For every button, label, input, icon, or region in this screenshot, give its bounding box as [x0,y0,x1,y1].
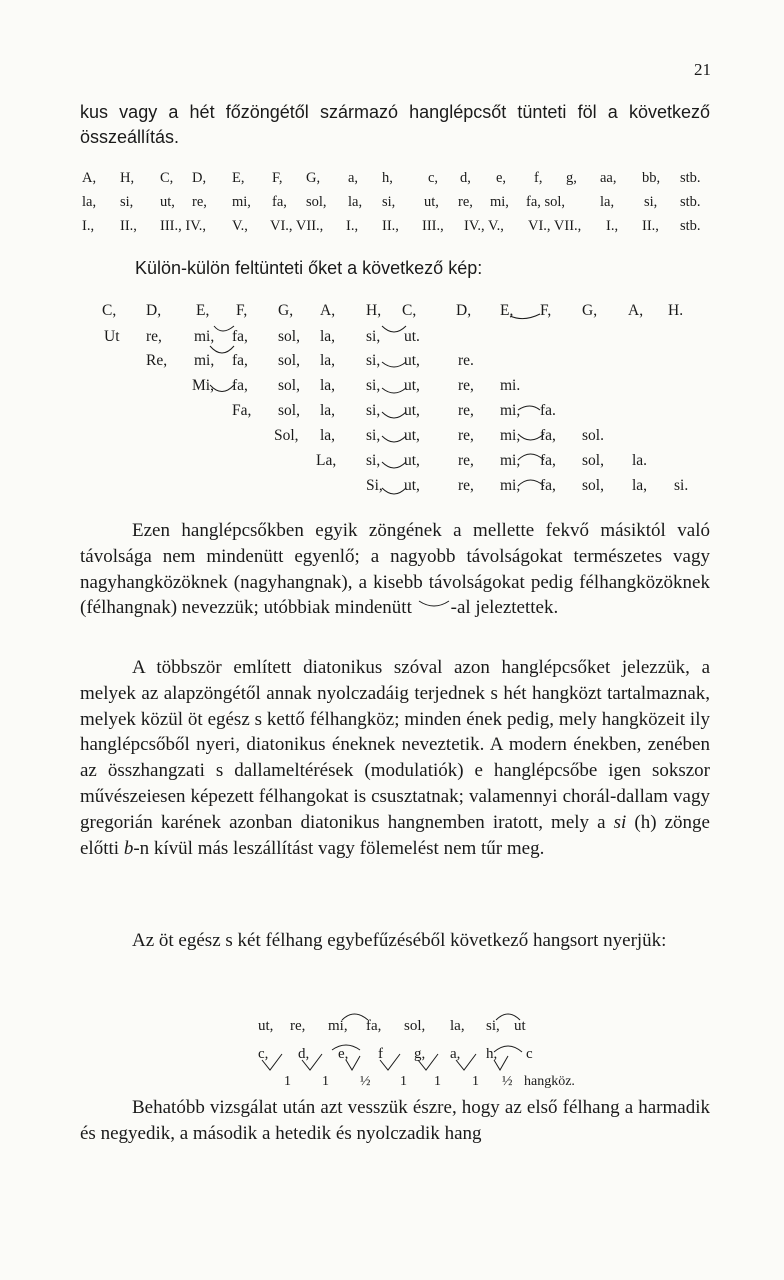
scale-cell: re, [458,477,474,494]
table-cell: I., [82,218,95,234]
scale-header-cell: E, [196,302,210,319]
table-cell: C, [160,170,174,186]
scale-cell: re, [458,377,474,394]
scale-header-cell: A, [320,302,336,319]
paragraph-hangsor-intro [80,928,710,954]
scale-cell: mi, [500,427,521,444]
scale-cell: mi, [500,477,521,494]
table-cell: si, [382,194,396,210]
hangsor-cell: c [526,1046,533,1062]
hangsor-cell: sol, [404,1018,426,1034]
scale-cell: Fa, [232,402,252,419]
scale-cell: mi, [194,328,215,345]
scale-header-cell: H, [366,302,382,319]
table-cell: H, [120,170,135,186]
scale-cell: sol, [582,452,604,469]
scale-cell: re, [146,328,162,345]
hangsor-cell: h, [486,1046,498,1062]
interval-value: ½ [360,1074,371,1089]
table-cell: mi, [232,194,251,210]
hangsor-cell: a, [450,1046,461,1062]
scale-cell: si. [674,477,689,494]
scale-cell: Ut [104,328,120,345]
scale-cell: ut. [404,328,420,345]
interval-value: 1 [284,1074,291,1089]
hangsor-cell: e, [338,1046,349,1062]
interval-value: 1 [400,1074,407,1089]
paragraph-behatobb [80,1095,710,1147]
hangsor-cell: ut [514,1018,526,1034]
scale-cell: mi. [500,377,521,394]
table-cell: I., [346,218,359,234]
table-cell: c, [428,170,439,186]
scale-cell: la, [320,352,336,369]
scale-cell: mi, [194,352,215,369]
scale-cell: fa, [232,352,248,369]
table-cell: bb, [642,170,661,186]
scale-cell: ut, [404,352,420,369]
hangsor-marks [0,990,784,1080]
scale-cell: ut, [404,427,420,444]
table-cell: la, [348,194,363,210]
scale-header-cell: F, [236,302,248,319]
scale-cell: la, [320,402,336,419]
table-cell: stb. [680,218,701,234]
scale-cell: si, [366,352,381,369]
scale-cell: Mi, [192,377,214,394]
scale-header-cell: D, [456,302,472,319]
scales-caption: Külön-külön feltünteti őket a következő kép: [135,258,483,278]
scale-cell: re, [458,427,474,444]
table-cell: G, [306,170,321,186]
hangsor-cell: fa, [366,1018,382,1034]
paragraph-semitones [80,518,710,621]
hangsor-cell: mi, [328,1018,348,1034]
scale-header-cell: D, [146,302,162,319]
scale-cell: fa, [540,477,556,494]
page-number: 21 [694,60,711,79]
scale-header-cell: H. [668,302,684,319]
hangsor-cell: la, [450,1018,465,1034]
paragraph-text: Az öt egész s két félhang egybefűzéséből következő hangsort nyerjük: [132,930,667,951]
intro-paragraph: kus vagy a hét főzöngétől származó hanglépcsőt tünteti föl a következő összeállítás. [80,102,710,147]
table-cell: VI., VII., [528,218,582,234]
scale-cell: sol, [278,402,300,419]
scale-cell: sol, [278,328,300,345]
scale-cell: la, [320,427,336,444]
semitone-mark-icon [417,599,451,611]
table-cell: IV., V., [464,218,504,234]
scale-header-cell: G, [582,302,598,319]
scale-cell: fa, [232,328,248,345]
table-cell: ut, [424,194,439,210]
scale-cell: si, [366,427,381,444]
table-cell: fa, [272,194,287,210]
table-cell: f, [534,170,543,186]
scale-cell: ut, [404,402,420,419]
scale-cell: si, [366,377,381,394]
table-cell: A, [82,170,97,186]
scale-cell: sol, [582,477,604,494]
scale-cell: La, [316,452,337,469]
table-cell: a, [348,170,359,186]
table-cell: mi, [490,194,509,210]
paragraph-text: A többször említett diatonikus szóval azon hanglépcsőket jelezzük, a melyek az alapzöngétől annak nyolczadáig terjednek s hét hangközt tartalmaznak, melyek közül öt egész s kettő félhangköz; minden ének pedig, mely hangközeit ily hanglépcsőből nyeri, diatonikus éneknek neveztetik. A modern énekben, zenében az összhangzati s dallameltérések (modulatiók) e hanglépcsőbe igen sokszor művészeiesen képezett félhangokat is csusztatnak; valamennyi chorál-dallam vagy gregorián karének azonban diatonikus hangnemben iratott, mely a [80,657,710,833]
paragraph-text: -al jeleztettek. [450,597,559,619]
interval-value: 1 [434,1074,441,1089]
table-cell: aa, [600,170,617,186]
interval-value: ½ [502,1074,513,1089]
table-cell: F, [272,170,283,186]
scale-header-cell: A, [628,302,644,319]
scale-cell: ut, [404,477,420,494]
scale-cell: sol, [278,352,300,369]
hangsor-cell: c, [258,1046,269,1062]
paragraph-italic: b [123,837,134,859]
scale-cell: Sol, [274,427,299,444]
paragraph-italic: si [613,811,627,833]
scale-cell: la, [320,328,336,345]
table-cell: VI., VII., [270,218,324,234]
table-cell: stb. [680,194,701,210]
scale-cell: ut, [404,452,420,469]
scale-cell: si, [366,328,381,345]
scale-cell: ut, [404,377,420,394]
scale-header-cell: F, [540,302,552,319]
hangsor-cell: re, [290,1018,306,1034]
scale-header-cell: G, [278,302,294,319]
scale-cell: fa. [540,402,556,419]
hangsor-cell: g, [414,1046,426,1062]
table-cell: II., [642,218,659,234]
scale-cell: sol. [582,427,604,444]
table-cell: h, [382,170,393,186]
scale-cell: Si, [366,477,383,494]
hangsor-cell: d, [298,1046,310,1062]
paragraph-text: -n kívül más leszállítást vagy fölemelést nem tűr meg. [133,837,545,859]
hangsor-cell: ut, [258,1018,274,1034]
table-cell: ut, [160,194,175,210]
interval-value: 1 [472,1074,479,1089]
scale-header-cell: C, [102,302,117,319]
table-cell: D, [192,170,207,186]
interval-value: 1 [322,1074,329,1089]
hangsor-cell: f [378,1046,383,1062]
table-cell: sol, [306,194,327,210]
paragraph-diatonic [80,655,710,861]
table-cell: II., [120,218,137,234]
semitone-arcs [0,0,784,520]
scale-cell: la, [632,477,648,494]
table-cell: III., IV., [160,218,207,234]
hangsor-cell: si, [486,1018,500,1034]
scale-cell: la. [632,452,648,469]
scale-cell: fa, [232,377,248,394]
scale-cell: mi, [500,452,521,469]
table-cell: re, [458,194,473,210]
table-cell: II., [382,218,399,234]
table-cell: si, [120,194,134,210]
paragraph-text: (h) zönge előtti [80,811,710,859]
scale-cell: re, [458,402,474,419]
paragraph-text: Behatóbb vizsgálat után azt vesszük észre, hogy az első félhang a harmadik és negyedik, a második a hetedik és nyolczadik hang [80,1097,710,1144]
scale-cell: mi, [500,402,521,419]
interval-label: hangköz. [524,1074,575,1089]
table-cell: la, [600,194,615,210]
scale-cell: fa, [540,452,556,469]
table-cell: e, [496,170,507,186]
table-cell: g, [566,170,577,186]
table-cell: E, [232,170,245,186]
scale-cell: re. [458,352,474,369]
scale-cell: la, [320,377,336,394]
table-cell: V., [232,218,248,234]
table-cell: re, [192,194,207,210]
table-cell: I., [606,218,619,234]
scale-cell: re, [458,452,474,469]
scale-cell: si, [366,452,381,469]
table-cell: stb. [680,170,701,186]
table-cell: d, [460,170,471,186]
paragraph-text: Ezen hanglépcsőkben egyik zöngének a mellette fekvő másiktól való távolsága nem mindenütt egyenlő; a nagyobb távolságokat természetes vagy nagyhangközöknek (nagyhangnak), a kisebb távolságokat pedig félhangközöknek (félhangnak) nevezzük; utóbbiak mindenütt [80,520,710,619]
scale-cell: sol, [278,377,300,394]
table-cell: la, [82,194,97,210]
table-cell: fa, sol, [526,194,566,210]
scale-header-cell: C, [402,302,417,319]
scale-cell: si, [366,402,381,419]
scale-header-cell: E, [500,302,514,319]
table-cell: si, [644,194,658,210]
scale-cell: Re, [146,352,168,369]
scale-cell: fa, [540,427,556,444]
table-cell: III., [422,218,444,234]
